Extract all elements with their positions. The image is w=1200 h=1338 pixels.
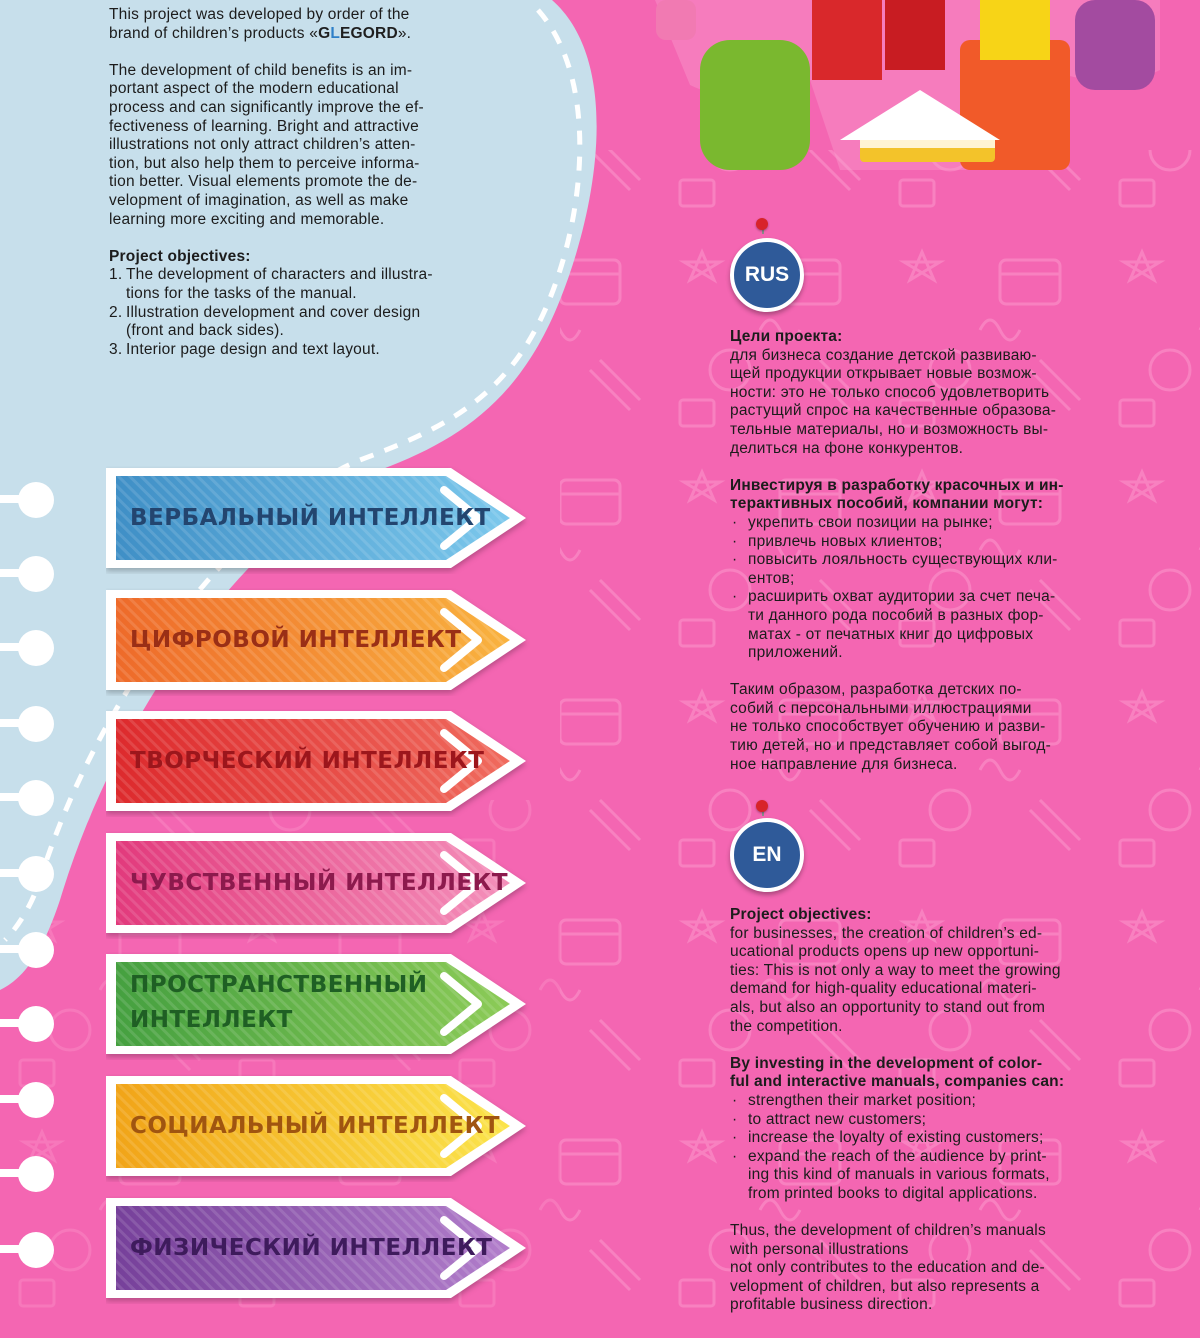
intro-line2-suffix: ». — [397, 24, 412, 42]
intro-line2 — [109, 25, 479, 44]
rus-conclusion-line: Таким образом, разработка детских по- — [730, 681, 1022, 699]
pin-icon — [756, 218, 768, 230]
en-invest-title: By investing in the development of color- — [730, 1054, 1043, 1072]
ribbon-label-line: ИНТЕЛЛЕКТ — [130, 1007, 293, 1033]
ribbon-label: ФИЗИЧЕСКИЙ ИНТЕЛЛЕКТ — [130, 1235, 493, 1261]
objective-item: 3. Interior page design and text layout. — [109, 340, 380, 358]
en-paragraph-line: als, but also an opportunity to stand out from — [730, 998, 1046, 1016]
intro-paragraph-line: learning more exciting and memorable. — [109, 210, 385, 228]
objective-item: 2. Illustration development and cover design (front and back sides). — [109, 303, 421, 340]
en-invest-title: ful and interactive manuals, companies can: — [730, 1073, 1065, 1091]
en-bullets — [730, 1092, 1100, 1204]
notebook-ring — [0, 482, 60, 516]
en-paragraph-line: ucational products opens up new opportuni- — [730, 943, 1040, 961]
rus-invest-title: Инвестируя в разработку красочных и ин- — [730, 476, 1064, 494]
en-paragraph-line: ties: This is not only a way to meet the growing — [730, 961, 1061, 979]
rus-bullet: · расширить охват аудитории за счет печа- ти данного рода пособий в разных фор- матах - от печатных книг до цифровых приложений. — [730, 588, 1100, 662]
ribbon-label-line: ПРОСТРАНСТВЕННЫЙ — [130, 972, 428, 998]
ribbon-label — [130, 968, 428, 1038]
rus-title: Цели проекта: — [730, 328, 843, 345]
rus-paragraph-line: ности: это не только способ удовлетворить — [730, 383, 1050, 401]
notebook-ring — [0, 932, 60, 966]
rus-paragraph-line: тельные материалы, но и возможность вы- — [730, 420, 1049, 438]
rus-paragraph-line: щей продукции открывает новые возмож- — [730, 365, 1037, 383]
rus-badge: RUS — [730, 238, 804, 312]
rus-bullets — [730, 514, 1100, 663]
en-bullet: · strengthen their market position; — [730, 1092, 1100, 1111]
en-paragraph-line: the competition. — [730, 1017, 843, 1035]
ribbon-label: ВЕРБАЛЬНЫЙ ИНТЕЛЛЕКТ — [130, 505, 491, 531]
notebook-ring — [0, 1232, 60, 1266]
intro-paragraph-line: fectiveness of learning. Bright and attractive — [109, 117, 419, 135]
en-conclusion-line: Thus, the development of children’s manuals — [730, 1222, 1046, 1240]
intro-paragraph-line: illustrations not only attract children’s atten- — [109, 136, 416, 154]
en-paragraph-line: demand for high-quality educational materi- — [730, 980, 1037, 998]
ribbon-label: СОЦИАЛЬНЫЙ ИНТЕЛЛЕКТ — [130, 1113, 501, 1139]
en-bullet: · increase the loyalty of existing customers; — [730, 1129, 1100, 1148]
en-conclusion-line: with personal illustrations — [730, 1240, 909, 1258]
intro-line2-prefix: brand of children’s products « — [109, 24, 319, 42]
rus-conclusion-line: собий с персональными иллюстрациями — [730, 699, 1032, 717]
intro-line1: This project was developed by order of the — [109, 6, 410, 23]
rus-paragraph-line: растущий спрос на качественные образова- — [730, 402, 1057, 420]
notebook-ring — [0, 706, 60, 740]
notebook-ring — [0, 556, 60, 590]
brand-name — [318, 25, 398, 42]
rus-bullet: · привлечь новых клиентов; — [730, 533, 1100, 552]
objectives-list — [109, 266, 479, 359]
en-badge: EN — [730, 818, 804, 892]
notebook-ring — [0, 856, 60, 890]
rus-bullet: · повысить лояльность существующих кли- ентов; — [730, 551, 1100, 588]
notebook-ring — [0, 1156, 60, 1190]
notebook-ring — [0, 1082, 60, 1116]
intro-text — [109, 6, 479, 359]
rus-invest-title: терактивных пособий, компании могут: — [730, 495, 1044, 513]
intro-paragraph-line: portant aspect of the modern educational — [109, 80, 399, 98]
en-text — [730, 906, 1100, 1315]
notebook-ring — [0, 630, 60, 664]
objectives-title: Project objectives: — [109, 247, 251, 265]
en-conclusion-line: velopment of children, but also represents a — [730, 1277, 1040, 1295]
intro-paragraph-line: velopment of imagination, as well as make — [109, 191, 409, 209]
en-paragraph-line: for businesses, the creation of children’s ed- — [730, 924, 1043, 942]
en-conclusion-line: profitable business direction. — [730, 1296, 933, 1314]
brand-g: G — [318, 24, 331, 42]
en-bullet: · expand the reach of the audience by print- ing this kind of manuals in various formats, from printed books to digital applications. — [730, 1148, 1100, 1204]
intro-paragraph-line: process and can significantly improve the ef- — [109, 98, 424, 116]
ribbon-label: ЧУВСТВЕННЫЙ ИНТЕЛЛЕКТ — [130, 870, 509, 896]
ribbon-label: ТВОРЧЕСКИЙ ИНТЕЛЛЕКТ — [130, 748, 485, 774]
rus-conclusion-line: не только способствует обучению и разви- — [730, 718, 1046, 736]
ribbon-label: ЦИФРОВОЙ ИНТЕЛЛЕКТ — [130, 627, 462, 653]
pin-icon — [756, 800, 768, 812]
intro-paragraph — [109, 62, 479, 229]
rus-paragraph-line: для бизнеса создание детской развиваю- — [730, 346, 1037, 364]
en-title: Project objectives: — [730, 906, 872, 923]
en-conclusion-line: not only contributes to the education and de- — [730, 1259, 1045, 1277]
rus-text — [730, 328, 1100, 774]
objective-item: 1. The development of characters and illustra- tions for the tasks of the manual. — [109, 266, 433, 302]
intro-paragraph-line: tion, but also help them to perceive informa- — [109, 154, 420, 172]
rus-paragraph-line: делиться на фоне конкурентов. — [730, 439, 964, 457]
intro-paragraph-line: tion better. Visual elements promote the de- — [109, 173, 418, 191]
intro-paragraph-line: The development of child benefits is an im- — [109, 61, 413, 79]
rus-conclusion-line: ное направление для бизнеса. — [730, 755, 958, 773]
en-bullet: · to attract new customers; — [730, 1111, 1100, 1130]
brand-l: L — [330, 24, 340, 42]
rus-conclusion-line: тию детей, но и представляет собой выгод- — [730, 737, 1051, 755]
brand-rest: EGORD — [340, 24, 398, 42]
notebook-ring — [0, 1006, 60, 1040]
rus-bullet: · укрепить свои позиции на рынке; — [730, 514, 1100, 533]
notebook-ring — [0, 780, 60, 814]
